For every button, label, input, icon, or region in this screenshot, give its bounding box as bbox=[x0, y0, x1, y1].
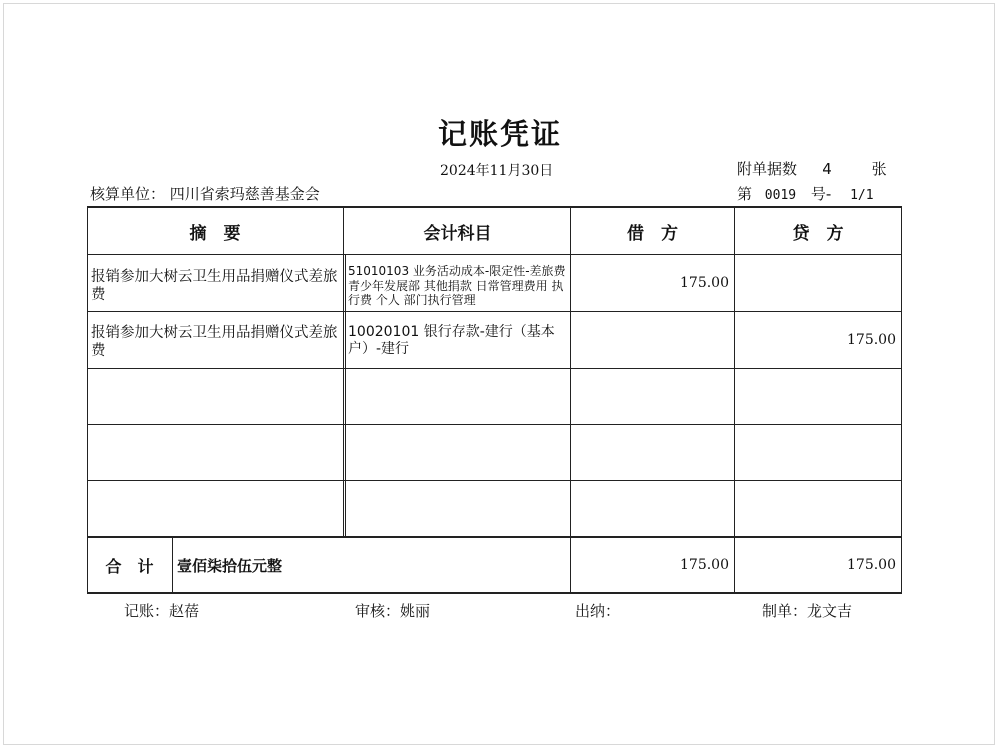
reviewer-name: 姚丽 bbox=[400, 602, 431, 620]
attach-label: 附单据数 bbox=[737, 160, 798, 178]
table-row-1-account: 51010103 业务活动成本-限定性-差旅费 青少年发展部 其他捐款 日常管理费用 执行费 个人 部门执行管理 bbox=[348, 264, 566, 307]
maker-label: 制单： bbox=[762, 602, 808, 620]
total-debit: 175.00 bbox=[680, 557, 729, 573]
table-row-1-summary: 报销参加大树云卫生用品捐赠仪式差旅费 bbox=[91, 269, 338, 303]
attachment-count bbox=[737, 158, 887, 179]
voucher-date: 2024年11月30日 bbox=[440, 163, 554, 179]
reviewer-label: 审核： bbox=[355, 602, 401, 620]
voucher-title: 记账凭证 bbox=[437, 117, 562, 151]
header-credit: 贷 方 bbox=[792, 223, 844, 244]
page-number: 1/1 bbox=[850, 188, 874, 203]
total-amount-words: 壹佰柒拾伍元整 bbox=[177, 556, 283, 575]
no-suffix: 号- bbox=[810, 185, 832, 203]
no-value: 0019 bbox=[764, 188, 797, 203]
table-row-2-account: 10020101 银行存款-建行（基本户）-建行 bbox=[348, 324, 555, 357]
signature-bookkeeper bbox=[124, 600, 199, 621]
no-prefix: 第 bbox=[737, 185, 753, 203]
header-debit: 借 方 bbox=[627, 223, 678, 244]
table-row-1-debit: 175.00 bbox=[680, 275, 729, 291]
total-credit: 175.00 bbox=[847, 557, 896, 573]
attach-unit: 张 bbox=[871, 160, 887, 178]
unit-label: 核算单位： bbox=[90, 185, 166, 203]
total-label: 合 计 bbox=[105, 556, 154, 576]
cashier-label: 出纳： bbox=[575, 602, 621, 620]
maker-name: 龙文吉 bbox=[807, 602, 853, 620]
bookkeeper-name: 赵蓓 bbox=[169, 602, 200, 620]
table-row-1-credit bbox=[735, 255, 901, 311]
accounting-unit bbox=[90, 183, 320, 204]
signature-cashier bbox=[575, 600, 620, 621]
signature-maker bbox=[762, 600, 852, 621]
signature-reviewer bbox=[355, 600, 430, 621]
bookkeeper-label: 记账： bbox=[124, 602, 170, 620]
table-row-2-summary: 报销参加大树云卫生用品捐赠仪式差旅费 bbox=[91, 325, 338, 359]
header-summary: 摘 要 bbox=[189, 223, 241, 244]
voucher-number bbox=[737, 183, 874, 204]
attach-count: 4 bbox=[822, 160, 832, 178]
header-account: 会计科目 bbox=[423, 223, 492, 244]
table-row-2-credit: 175.00 bbox=[847, 332, 896, 348]
unit-name: 四川省索玛慈善基金会 bbox=[169, 185, 320, 203]
table-row-2-debit bbox=[571, 312, 734, 368]
